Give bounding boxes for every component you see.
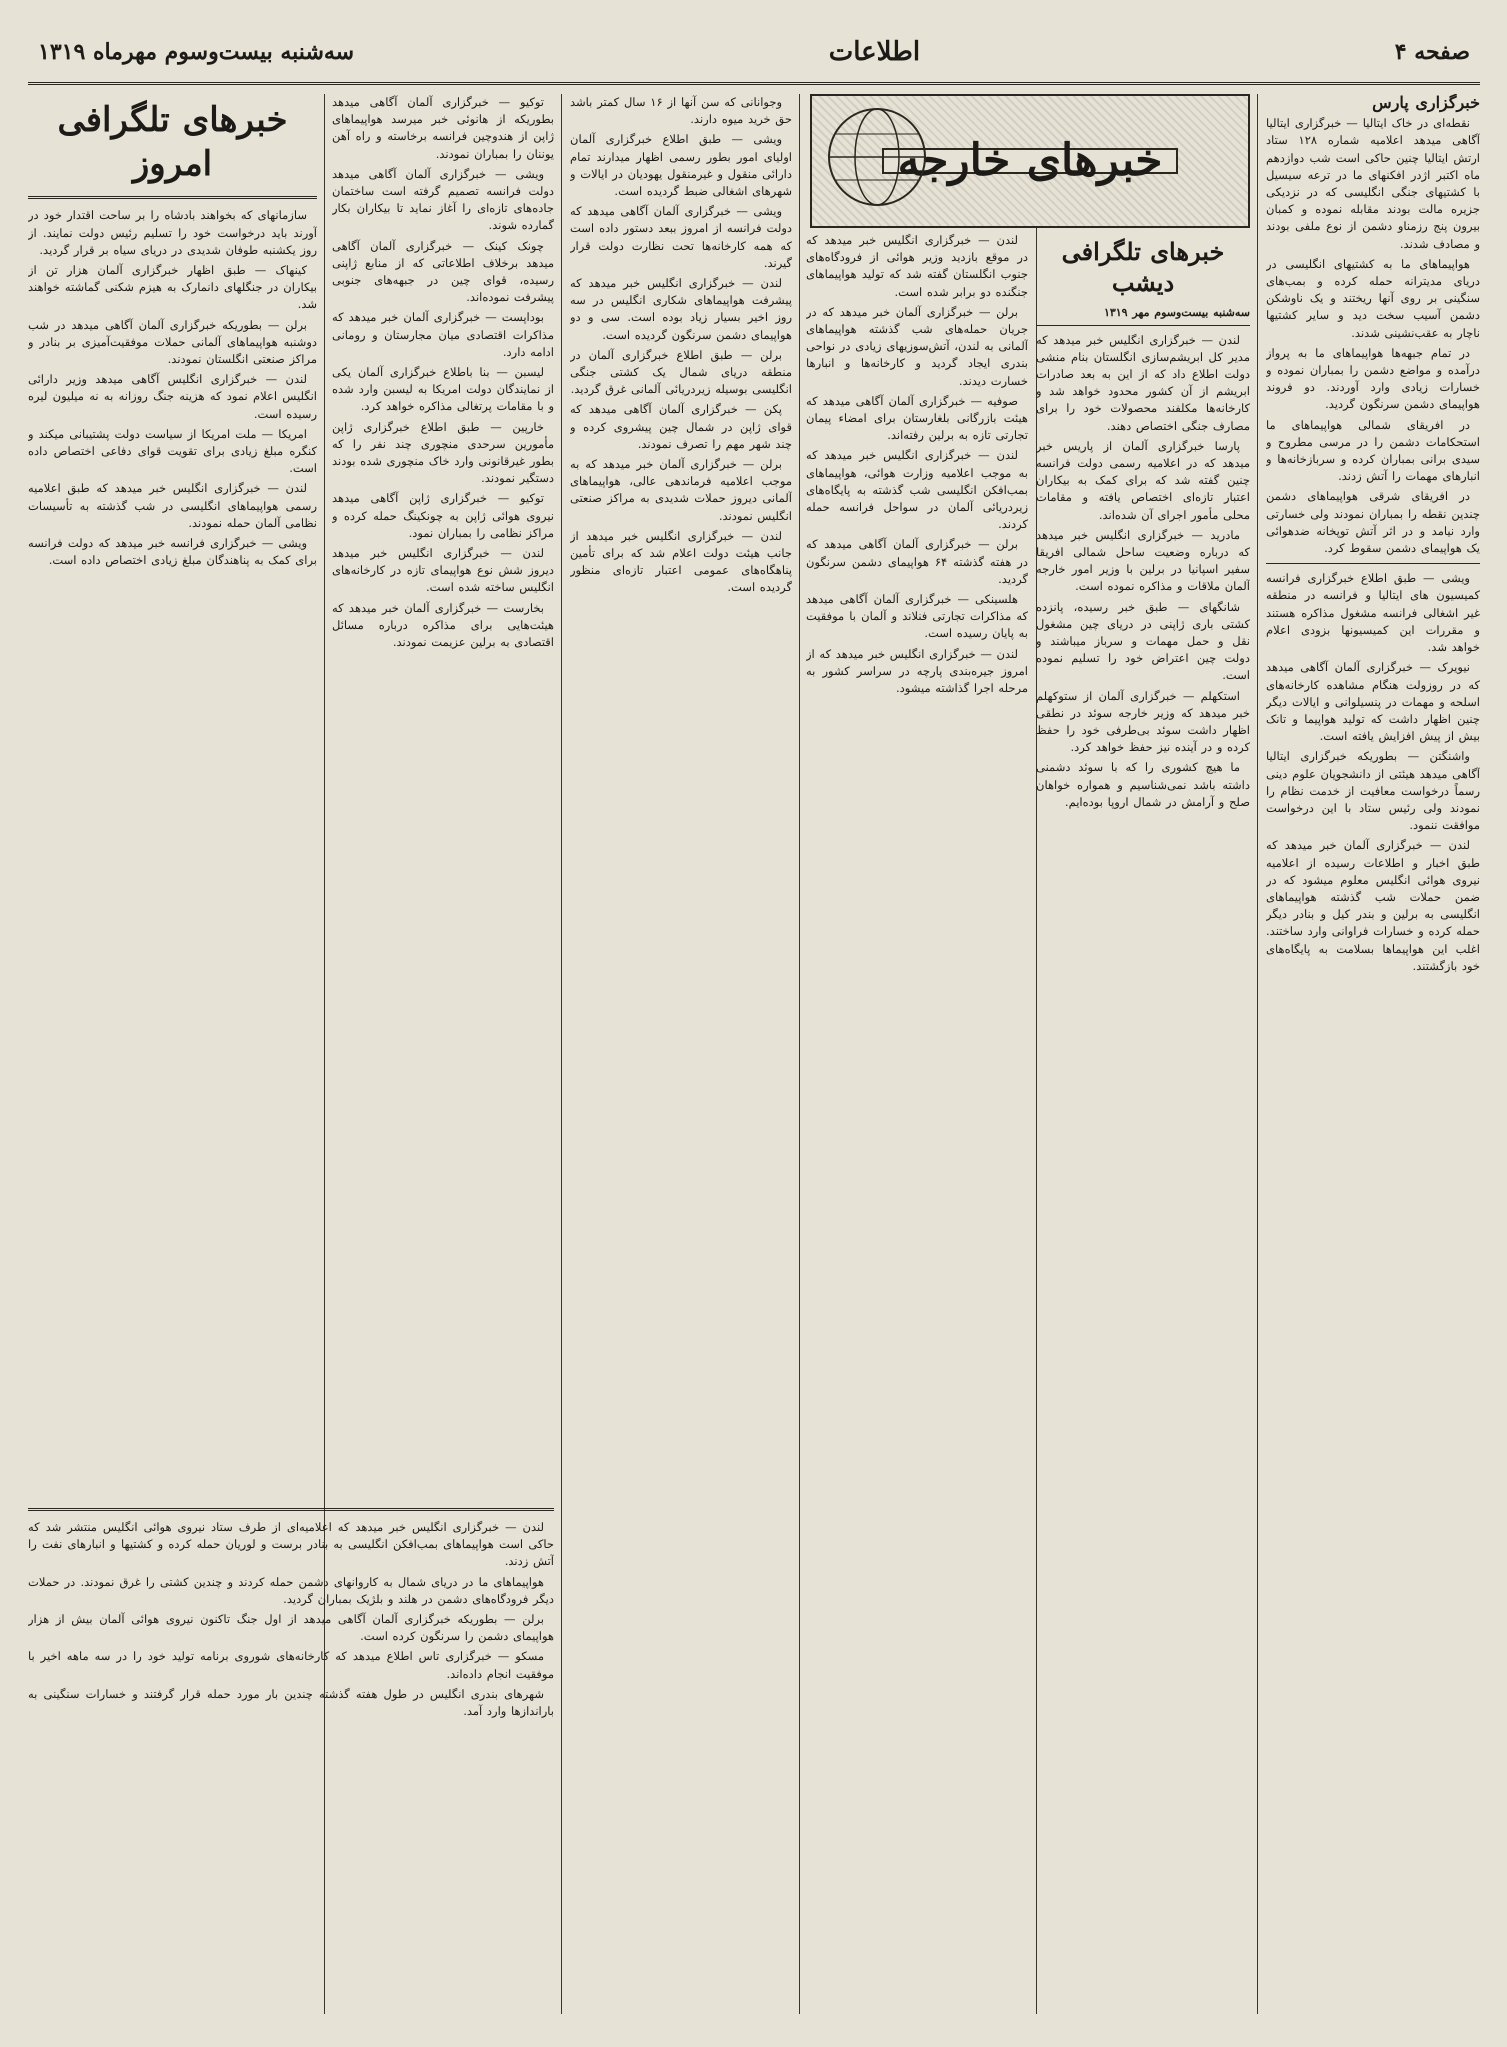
column-night-news-b: [806, 232, 1028, 1992]
paragraph: لندن — خبرگزاری انگلیس خبر میدهد که اعلامیه‌ای از طرف ستاد نیروی هوائی انگلیس منتشر شد که حاکی است هواپیماهای بمب‌افکن انگلیسی به بنادر برست و لوریان حمله کرده و کشتیها و انبارهای نفت را آتش زدند.: [28, 1520, 554, 1569]
paragraph: لندن — خبرگزاری انگلیس خبر میدهد که در موقع بازدید وزیر هوائی از فرودگاه‌های جنوب انگلستان گفته شد که تولید هواپیماهای جنگنده دو برابر شده است.: [806, 233, 1028, 299]
foreign-news-banner: [810, 94, 1250, 228]
paragraph: لندن — خبرگزاری آلمان خبر میدهد که طبق اخبار و اطلاعات رسیده از اعلامیه نیروی هوائی انگلیس معلوم میشود که در ضمن حملات شب گذشته هواپیماهای انگلیسی به برلین و بندر کیل و بنادر دیگر حمله کرده و خسارات فراوانی وارد ساختند. اغلب این هواپیماها بسلامت به پایگاه‌های خود بازگشتند.: [1266, 838, 1480, 973]
globe-icon: [822, 102, 932, 212]
paragraph: برلن — بطوریکه خبرگزاری آلمان آگاهی میدهد از اول جنگ تاکنون نیروی هوائی آلمان بیش از هزار هواپیمای دشمن را سرنگون کرده است.: [28, 1612, 554, 1644]
paragraph: بوداپست — خبرگزاری آلمان خبر میدهد که مذاکرات اقتصادی میان مجارستان و رومانی ادامه دارد.: [332, 310, 554, 359]
paragraph: پارسا خبرگزاری آلمان از پاریس خبر میدهد که در اعلامیه رسمی دولت فرانسه چنین گفته شد که برای کمک به بیکاران اعتبار تازه‌ای اختصاص یافته و مقامات محلی مأمور اجرای آن شده‌اند.: [1036, 438, 1250, 522]
banner-title: خبرهای خارجه: [882, 148, 1179, 173]
paragraph: لندن — خبرگزاری انگلیس خبر میدهد دیروز شش نوع هواپیمای تازه در کارخانه‌های انگلیس ساخته شده است.: [332, 546, 554, 595]
paragraph: برلن — بطوریکه خبرگزاری آلمان آگاهی میدهد در شب دوشنبه هواپیماهای آلمانی حملات موفقیت‌آمیزی بر بنادر و مراکز صنعتی انگلستان نمودند.: [28, 317, 317, 366]
paragraph: لیسبن — بنا باطلاع خبرگزاری آلمان یکی از نمایندگان دولت امریکا به لیسبن وارد شده و با مقامات پرتغالی مذاکره خواهد کرد.: [332, 365, 554, 414]
paragraph: ویشی — خبرگزاری آلمان آگاهی میدهد که دولت فرانسه از امروز ببعد دستور داده است که همه کارخانه‌ها تحت نظارت دولت قرار گیرند.: [570, 204, 792, 270]
night-news-date: سه‌شنبه بیست‌وسوم مهر ۱۳۱۹: [1103, 306, 1250, 320]
paragraph: در افریقای شرقی هواپیماهای دشمن چندین نقطه را بمباران نمودند ولی خسارتی وارد نیامد و در اثر آتش توپخانه ضدهوائی یک هواپیمای دشمن سقوط کرد.: [1266, 489, 1480, 556]
paragraph: لندن — خبرگزاری انگلیس خبر میدهد که مدیر کل ابریشم‌سازی انگلستان بنام منشی دولت اطلاع داد که از این به بعد صادرات ابریشم از آن کشور محدود خواهد شد و کارخانه‌ها مکلفند محصولات خود را برای مصارف جنگی اختصاص دهند.: [1036, 332, 1250, 433]
column-rule: [561, 94, 562, 2014]
paragraph: لندن — خبرگزاری انگلیس خبر میدهد که به موجب اعلامیه وزارت هوائی، هواپیماهای بمب‌افکن انگلیسی شب گذشته به پایگاه‌های زیردریائی آلمان در سواحل فرانسه حمله کردند.: [806, 448, 1028, 532]
column-rule: [799, 94, 800, 2014]
paragraph: وجوانانی که سن آنها از ۱۶ سال کمتر باشد حق خرید میوه دارند.: [570, 95, 792, 127]
paragraph: خارپین — طبق اطلاع خبرگزاری ژاپن مأمورین سرحدی منچوری چند نفر را که بطور غیرقانونی وارد خاک منچوری شده بودند دستگیر نمودند.: [332, 419, 554, 486]
today-news-headline: خبرهای تلگرافی امروز: [57, 100, 288, 185]
paragraph: در تمام جبهه‌ها هواپیماهای ما به پرواز درآمده و مواضع دشمن را بمباران نموده و خسارات زیادی وارد آوردند. دو فروند هواپیمای دشمن سرنگون گردید.: [1266, 345, 1480, 412]
column-night-news: [1036, 232, 1250, 1992]
paragraph: لندن — خبرگزاری انگلیس خبر میدهد که از امروز جیره‌بندی پارچه در سراسر کشور به مرحله اجرا گذاشته میشود.: [806, 646, 1028, 696]
paragraph: توکیو — خبرگزاری آلمان آگاهی میدهد بطوریکه از هانوئی خبر میرسد هواپیماهای ژاپن از هندوچین فرانسه برخاسته و راه آهن یوننان را بمباران نمودند.: [332, 95, 554, 161]
paragraph: هواپیماهای ما در دریای شمال به کاروانهای دشمن حمله کردند و چندین کشتی را غرق نمودند. در حملات دیگر فرودگاه‌های دشمن در هلند و بلژیک بمباران گردید.: [28, 1574, 554, 1606]
paragraph: ویشی — خبرگزاری فرانسه خبر میدهد که دولت فرانسه برای کمک به پناهندگان مبلغ زیادی اختصاص داده است.: [28, 536, 317, 568]
column-mid: [570, 94, 792, 1994]
paragraph: هلسینکی — خبرگزاری آلمان آگاهی میدهد که مذاکرات تجارتی فنلاند و آلمان با موفقیت به پایان رسیده است.: [806, 592, 1028, 641]
paragraph: لندن — خبرگزاری انگلیس آگاهی میدهد وزیر دارائی انگلیس اعلام نمود که هزینه جنگ روزانه به نه میلیون لیره رسیده است.: [28, 372, 317, 421]
paragraph: هواپیماهای ما به کشتیهای انگلیسی در دریای مدیترانه حمله کرده و بمب‌های سنگینی بر روی آنها ریختند و یک ناوشکن دشمن آسیب سخت دید و سایر کشتیها ناچار به عقب‌نشینی شدند.: [1266, 256, 1480, 340]
paragraph: استکهلم — خبرگزاری آلمان از ستوکهلم خبر میدهد که وزیر خارجه سوئد در نطقی اظهار داشت سوئد بی‌طرفی خود را حفظ کرده و در آینده نیز حفظ خواهد کرد.: [1036, 688, 1250, 755]
paragraph: شانگهای — طبق خبر رسیده، پانزده کشتی باری ژاپنی در دریای چین مشغول نقل و حمل مهمات و سرباز میباشند و دولت چین اعتراض خود را تسلیم نموده است.: [1036, 599, 1250, 683]
page-label: صفحه ۴: [1394, 39, 1470, 65]
paragraph: برلن — خبرگزاری آلمان خبر میدهد که در جریان حمله‌های شب گذشته هواپیماهای آلمانی به لندن، آتش‌سوزیهای زیادی در نواحی بندری ایجاد گردید و کارخانه‌ها و انبارها خسارت دیدند.: [806, 304, 1028, 388]
paragraph: مسکو — خبرگزاری تاس اطلاع میدهد که کارخانه‌های شوروی برنامه تولید خود را در سه ماهه اخیر با موفقیت انجام داده‌اند.: [28, 1649, 554, 1681]
paragraph: ما هیچ کشوری را که با سوئد دشمنی داشته باشد نمی‌شناسیم و همواره خواهان صلح و آرامش در شمال اروپا بوده‌ایم.: [1036, 760, 1250, 809]
paragraph: بخارست — خبرگزاری آلمان خبر میدهد که هیئت‌هایی برای مذاکره درباره مسائل اقتصادی به برلین عزیمت نمودند.: [332, 600, 554, 650]
paragraph: ویشی — طبق اطلاع خبرگزاری فرانسه کمیسیون های ایتالیا و فرانسه در منطقه غیر اشغالی فرانسه مشغول مذاکره هستند و مقررات این کمیسیونها بزودی اعلام خواهد شد.: [1266, 571, 1480, 655]
night-news-date-row: [1036, 304, 1250, 325]
paragraph: توکیو — خبرگزاری ژاپن آگاهی میدهد نیروی هوائی ژاپن به چونکینگ حمله کرده و مراکز نظامی را بمباران نمود.: [332, 491, 554, 540]
paragraph: سازمانهای که بخواهند بادشاه را بر ساحت اقتدار خود در آورند باید درخواست خود را تسلیم رئیس دولت نمایند. از روز یکشنبه طوفان شدیدی در دریای سیاه بر قرار گردید.: [28, 208, 317, 257]
paragraph: مادرید — خبرگزاری انگلیس خبر میدهد که درباره وضعیت ساحل شمالی افریقا سفیر اسپانیا در برلین با وزیر امور خارجه آلمان ملاقات و مذاکره نموده است.: [1036, 527, 1250, 594]
paragraph: ویشی — طبق اطلاع خبرگزاری آلمان اولیای امور بطور رسمی اظهار میدارند تمام دارائی منقول و غیرمنقول یهودیان در ایالات و شهرهای اشغالی ضبط گردیده است.: [570, 132, 792, 199]
paragraph: نقطه‌ای در خاک ایتالیا — خبرگزاری ایتالیا آگاهی میدهد اعلامیه شماره ۱۲۸ ستاد ارتش ایتالیا چنین حاکی است شب دوازدهم ماه اکتبر اژدر افکنهای ما در ترعه سیسیل با کشتیهای جنگی انگلیسی که در نزدیکی جزیره مالت بودند مقابله نموده و کمبان بیرون پنج رزمناو دشمن از نوع ملفی بودند و مصادف شدند.: [1266, 116, 1480, 251]
paragraph: برلن — خبرگزاری آلمان خبر میدهد که به موجب اعلامیه فرماندهی عالی، هواپیماهای آلمانی دیروز حملات شدیدی به مراکز صنعتی انگلیس نمودند.: [570, 457, 792, 523]
paragraph: نیویرک — خبرگزاری آلمان آگاهی میدهد که در روزولت هنگام مشاهده کارخانه‌های اسلحه و مهمات در پنسیلوانی و ایالات دیگر چنین اظهار داشت که تولید هواپیما و تانک بیش از پیش افزایش یافته است.: [1266, 660, 1480, 744]
paragraph: برلن — طبق اطلاع خبرگزاری آلمان در منطقه دریای شمال یک کشتی جنگی انگلیسی بوسیله زیردریائی آلمانی غرق گردید.: [570, 347, 792, 397]
column-foreign-news: [1266, 94, 1480, 2014]
paragraph: در افریقای شمالی هواپیماهای ما استحکامات دشمن را در مرسی مطروح و سیدی برانی بمباران کرده و سربازخانه‌ها و انبارهای مهمات را آتش زدند.: [1266, 417, 1480, 484]
column-mid-2: [332, 94, 554, 1484]
column-today-news: [28, 94, 317, 1484]
paragraph: چونک کینک — خبرگزاری آلمان آگاهی میدهد برخلاف اطلاعاتی که از منابع ژاپنی رسیده، قوای چین در جبهه‌های جنوبی پیشرفت نموده‌اند.: [332, 238, 554, 305]
paragraph: امریکا — ملت امریکا از سیاست دولت پشتیبانی میکند و کنگره مبلغ زیادی برای تقویت قوای دفاعی اختصاص داده است.: [28, 426, 317, 476]
paragraph: صوفیه — خبرگزاری آلمان آگاهی میدهد که هیئت بازرگانی بلغارستان برای امضاء پیمان تجارتی تازه به برلین رفته‌اند.: [806, 393, 1028, 443]
newspaper-page: [28, 22, 1480, 2028]
paragraph: شهرهای بندری انگلیس در طول هفته گذشته چندین بار مورد حمله قرار گرفتند و خسارات سنگینی به بارانداز‌ها وارد آمد.: [28, 1686, 554, 1719]
column-rule: [1257, 94, 1258, 2014]
paragraph: واشنگتن — بطوریکه خبرگزاری ایتالیا آگاهی میدهد هیئتی از دانشجویان علوم دینی رسماً درخواست معافیت از خدمت نظام را نمودند ولی رئیس ستاد با این درخواست موافقت ننمود.: [1266, 749, 1480, 833]
column-bottom: [28, 1500, 554, 2000]
paragraph: کینهاک — طبق اظهار خبرگزاری آلمان هزار تن از بیکاران در جنگلهای دانمارک به هیزم شکنی گماشته خواهند شد.: [28, 262, 317, 312]
paragraph: ویشی — خبرگزاری آلمان آگاهی میدهد دولت فرانسه تصمیم گرفته است ساختمان جاده‌های تازه‌ای را آغاز نماید تا بیکاران بکار گمارده شوند.: [332, 166, 554, 233]
source-label: خبرگزاری پارس: [1372, 94, 1480, 112]
paragraph: پکن — خبرگزاری آلمان آگاهی میدهد که قوای ژاپن در شمال چین پیشروی کرده و چند شهر مهم را تصرف نمودند.: [570, 402, 792, 451]
night-news-headline: خبرهای تلگرافی دیشب: [1061, 237, 1225, 298]
masthead: [28, 22, 1480, 85]
paragraph: برلن — خبرگزاری آلمان آگاهی میدهد که در هفته گذشته ۶۴ هواپیمای دشمن سرنگون گردید.: [806, 537, 1028, 586]
paper-name: اطلاعات: [828, 37, 921, 67]
paragraph: لندن — خبرگزاری انگلیس خبر میدهد که طبق اعلامیه رسمی هواپیماهای انگلیسی در شب گذشته به تأسیسات نظامی آلمان حمله نمودند.: [28, 481, 317, 530]
paragraph: لندن — خبرگزاری انگلیس خبر میدهد که پیشرفت هواپیماهای شکاری انگلیس در سه روز اخیر بسیار زیاد بوده است. سی و دو هواپیمای دشمن سرنگون گردیده است.: [570, 276, 792, 342]
paragraph: لندن — خبرگزاری انگلیس خبر میدهد از جانب هیئت دولت اعلام شد که برای تأمین پناهگاه‌های عمومی اعتبار تازه‌ای منظور گردیده است.: [570, 528, 792, 595]
date-line: سه‌شنبه بیست‌وسوم مهرماه ۱۳۱۹: [38, 39, 355, 65]
